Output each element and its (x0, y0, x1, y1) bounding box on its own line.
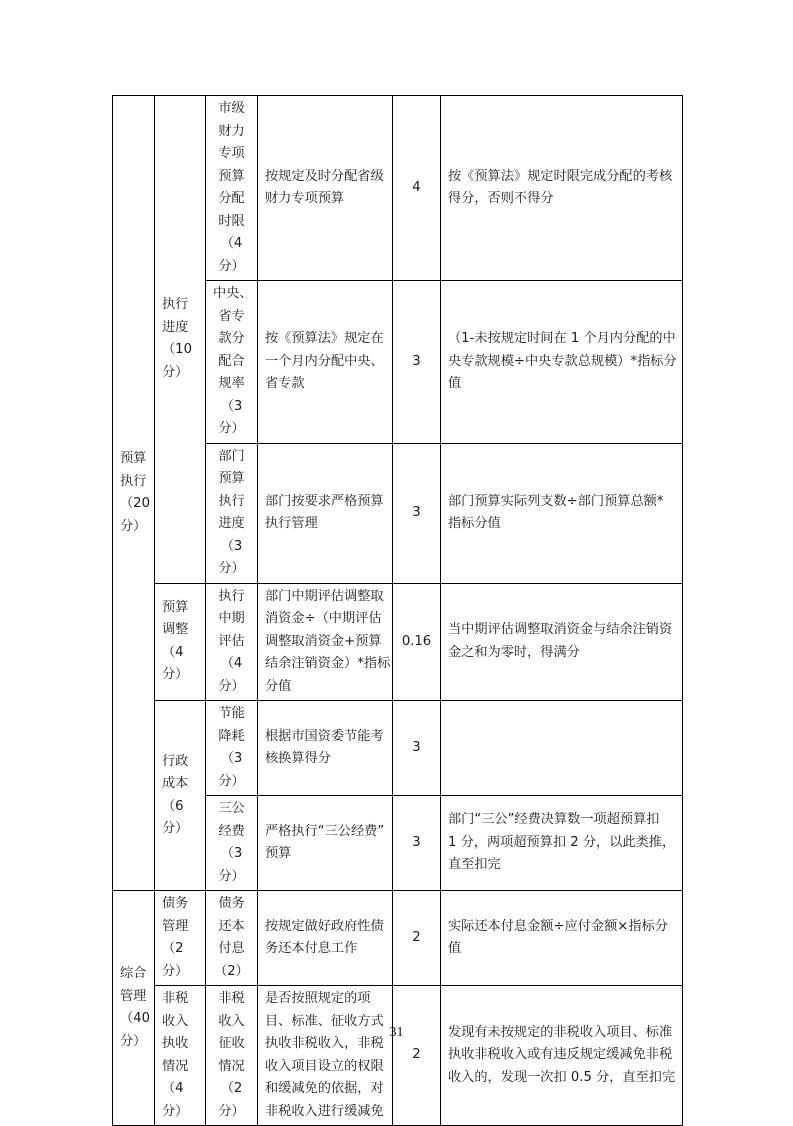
subgroup-cell-administrative-cost: 行政 成本 （6 分） (155, 701, 206, 891)
score-cell: 0.16 (393, 583, 441, 701)
indicator-cell: 执行 中期 评估 （4 分） (206, 583, 258, 701)
subgroup-cell-debt-management: 债务 管理 （2 分） (155, 891, 206, 986)
table-row (113, 701, 683, 796)
subgroup-cell-budget-adjustment: 预算 调整 （4 分） (155, 583, 206, 701)
indicator-cell: 部门 预算 执行 进度 （3 分） (206, 443, 258, 583)
requirement-cell: 按《预算法》规定在 一个月内分配中央、 省专款 (258, 281, 393, 444)
page-number: 31 (389, 1025, 404, 1040)
standard-cell: 发现有未按规定的非税收入项目、标准 执收非税收入或有违反规定缓减免非税 收入的，发现一次扣 0.5 分，直至扣完 (441, 986, 683, 1126)
score-cell: 3 (393, 281, 441, 444)
table-row (113, 986, 683, 1126)
subgroup-cell-non-tax-revenue: 非税 收入 执收 情况 （4 分） (155, 986, 206, 1126)
table-row (113, 96, 683, 281)
group-cell-budget-execution: 预算 执行 （20 分） (113, 96, 155, 891)
requirement-cell: 按规定做好政府性债 务还本付息工作 (258, 891, 393, 986)
indicator-cell: 市级 财力 专项 预算 分配 时限 （4 分） (206, 96, 258, 281)
standard-cell: 当中期评估调整取消资金与结余注销资 金之和为零时，得满分 (441, 583, 683, 701)
indicator-cell: 中央、 省专 款分 配合 规率 （3 分） (206, 281, 258, 444)
standard-cell: 部门预算实际列支数÷部门预算总额* 指标分值 (441, 443, 683, 583)
requirement-cell: 按规定及时分配省级 财力专项预算 (258, 96, 393, 281)
standard-cell: 部门“三公”经费决算数一项超预算扣 1 分，两项超预算扣 2 分，以此类推， 直至扣完 (441, 796, 683, 891)
score-cell: 2 (393, 891, 441, 986)
requirement-cell: 部门按要求严格预算 执行管理 (258, 443, 393, 583)
score-cell: 3 (393, 796, 441, 891)
standard-cell (441, 701, 683, 796)
indicator-cell: 三公 经费 （3 分） (206, 796, 258, 891)
indicator-cell: 节能 降耗 （3 分） (206, 701, 258, 796)
requirement-cell: 部门中期评估调整取 消资金÷（中期评估 调整取消资金+预算 结余注销资金）*指标 分值 (258, 583, 393, 701)
score-cell: 3 (393, 443, 441, 583)
subgroup-cell-execution-progress: 执行 进度 （10 分） (155, 96, 206, 584)
evaluation-table (112, 95, 683, 1126)
standard-cell: 实际还本付息金额÷应付金额×指标分 值 (441, 891, 683, 986)
group-cell-comprehensive-management: 综合 管理 （40 分） (113, 891, 155, 1126)
score-cell: 4 (393, 96, 441, 281)
table-row (113, 583, 683, 701)
score-cell: 2 (393, 986, 441, 1126)
score-cell: 3 (393, 701, 441, 796)
table-row (113, 891, 683, 986)
requirement-cell: 严格执行“三公经费” 预算 (258, 796, 393, 891)
indicator-cell: 非税 收入 征收 情况 （2 分） (206, 986, 258, 1126)
requirement-cell: 是否按照规定的项 目、标准、征收方式 执收非税收入，非税 收入项目设立的权限 和缓减免的依据，对 非税收入进行缓减免 (258, 986, 393, 1126)
standard-cell: 按《预算法》规定时限完成分配的考核 得分，否则不得分 (441, 96, 683, 281)
indicator-cell: 债务 还本 付息 （2） (206, 891, 258, 986)
standard-cell: （1-未按规定时间在 1 个月内分配的中 央专款规模÷中央专款总规模）*指标分 值 (441, 281, 683, 444)
requirement-cell: 根据市国资委节能考 核换算得分 (258, 701, 393, 796)
